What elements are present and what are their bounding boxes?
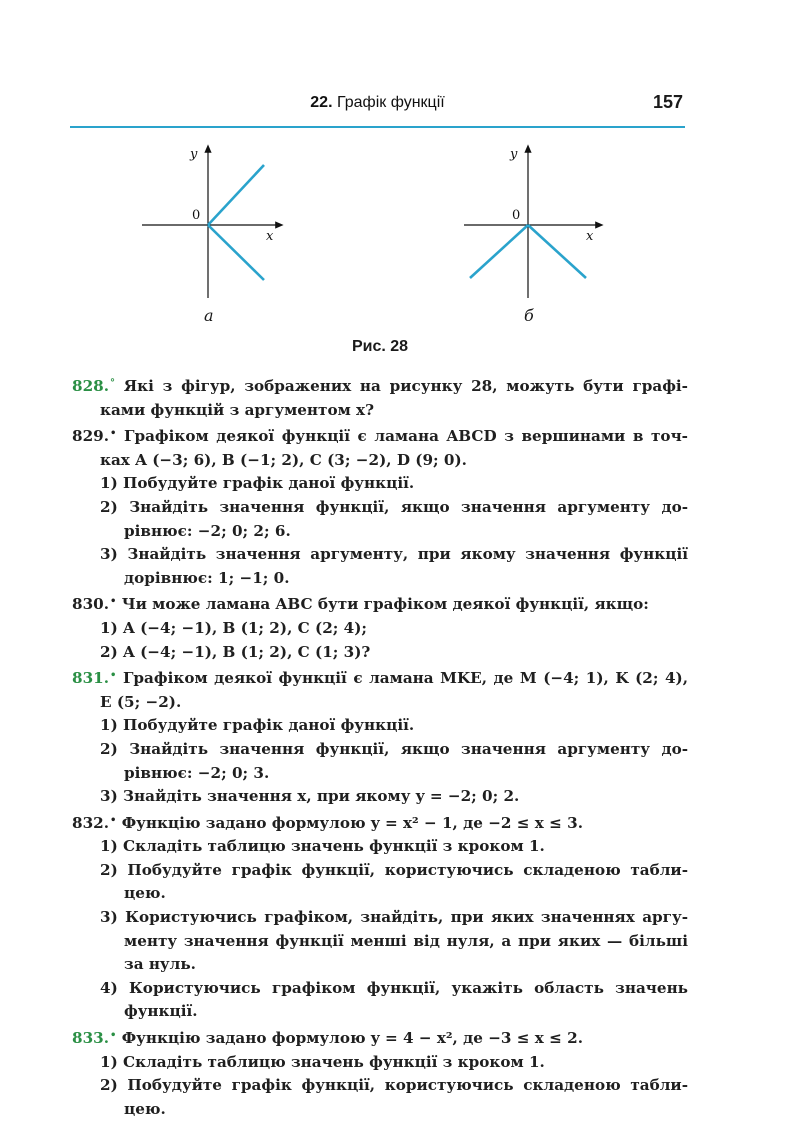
subtask-continuation bbox=[72, 882, 688, 906]
difficulty-marker: • bbox=[110, 670, 117, 682]
subtask-continuation bbox=[72, 930, 688, 954]
problem-statement-line bbox=[72, 372, 688, 399]
problem-text: Графіком деякої функції є ламана MKE, де M (−4; 1), K (2; 4), bbox=[122, 669, 688, 688]
subtask-text: функції. bbox=[124, 1002, 198, 1021]
section-title bbox=[70, 94, 685, 112]
problem bbox=[72, 809, 688, 1024]
problem-number-text: 828. bbox=[72, 377, 109, 395]
problem-text: Які з фігур, зображених на рисунку 28, можуть бути графі- bbox=[123, 377, 688, 395]
subtask-continuation bbox=[72, 520, 688, 544]
subtask-text: 2) Знайдіть значення функції, якщо значення аргументу до- bbox=[100, 497, 688, 516]
section-number: 22. bbox=[310, 94, 333, 111]
subtask-text: 1) Побудуйте графік даної функції. bbox=[100, 716, 415, 735]
graph-a-caption: а bbox=[204, 306, 214, 325]
subtask-item bbox=[72, 1051, 688, 1075]
graph-b-y-label: y bbox=[510, 147, 518, 162]
problem-text: Функцію задано формулою y = x² − 1, де −2 ≤ x ≤ 3. bbox=[121, 813, 584, 832]
problem-number bbox=[72, 377, 115, 395]
difficulty-marker: • bbox=[110, 814, 117, 826]
subtask-continuation bbox=[72, 1000, 688, 1024]
graph-b-svg bbox=[460, 140, 610, 300]
page-number: 157 bbox=[652, 92, 683, 112]
graph-b bbox=[460, 140, 610, 300]
difficulty-marker: • bbox=[110, 1030, 117, 1042]
problem-text: E (5; −2). bbox=[100, 692, 182, 711]
page-header bbox=[70, 90, 685, 128]
problem bbox=[72, 422, 688, 590]
subtask-text: 1) Побудуйте графік даної функції. bbox=[100, 474, 415, 493]
problem-text: ками функцій з аргументом x? bbox=[100, 400, 375, 419]
graph-a-svg bbox=[140, 140, 290, 300]
problem-text: Чи може ламана ABC бути графіком деякої функції, якщо: bbox=[121, 595, 649, 614]
graph-b-left-ray bbox=[470, 225, 528, 278]
subtask-text: 3) Знайдіть значення аргументу, при якому значення функції bbox=[100, 545, 688, 564]
problem bbox=[72, 590, 688, 664]
subtask-continuation bbox=[72, 567, 688, 591]
subtask-text: 2) Побудуйте графік функції, користуючись складеною табли- bbox=[100, 860, 688, 879]
problem bbox=[72, 664, 688, 809]
subtask-item bbox=[72, 496, 688, 520]
graph-a-y-label: y bbox=[190, 147, 198, 162]
graph-b-origin-label: 0 bbox=[512, 208, 521, 223]
graph-a-x-label: x bbox=[266, 229, 274, 244]
graph-a-upper-ray bbox=[208, 165, 264, 225]
problem-number-text: 829. bbox=[72, 427, 109, 446]
problem-statement-line bbox=[72, 422, 688, 449]
problem-number-text: 833. bbox=[72, 1029, 109, 1048]
difficulty-marker: ° bbox=[110, 378, 115, 389]
subtask-item bbox=[72, 738, 688, 762]
subtask-item bbox=[72, 859, 688, 883]
problem-number-text: 832. bbox=[72, 813, 109, 832]
problem bbox=[72, 1024, 688, 1121]
subtask-item bbox=[72, 785, 688, 809]
difficulty-marker: • bbox=[110, 428, 117, 440]
subtask-text: 1) Складіть таблицю значень функції з кроком 1. bbox=[100, 1052, 545, 1071]
subtask-item bbox=[72, 641, 688, 665]
problem-statement-continuation bbox=[72, 449, 688, 473]
problem-statement-line bbox=[72, 1024, 688, 1051]
problem-statement-continuation bbox=[72, 399, 688, 423]
subtask-text: рівнює: −2; 0; 2; 6. bbox=[124, 521, 291, 540]
subtask-text: 3) Знайдіть значення x, при якому y = −2; 0; 2. bbox=[100, 787, 520, 806]
subtask-text: 1) Складіть таблицю значень функції з кроком 1. bbox=[100, 837, 545, 856]
problems-list bbox=[72, 372, 688, 1121]
graph-a-origin-label: 0 bbox=[192, 208, 201, 223]
graph-a bbox=[140, 140, 290, 300]
subtask-item bbox=[72, 714, 688, 738]
subtask-continuation bbox=[72, 762, 688, 786]
subtask-text: цею. bbox=[124, 1099, 166, 1118]
subtask-text: менту значення функції менші від нуля, а при яких — більші bbox=[124, 931, 688, 950]
subtask-continuation bbox=[72, 953, 688, 977]
subtask-text: цею. bbox=[124, 884, 166, 903]
graph-b-caption: б bbox=[524, 306, 534, 325]
subtask-item bbox=[72, 906, 688, 930]
problem-statement-line bbox=[72, 590, 688, 617]
subtask-item bbox=[72, 617, 688, 641]
problem-number bbox=[72, 1029, 116, 1047]
subtask-text: 1) A (−4; −1), B (1; 2), C (2; 4); bbox=[100, 618, 368, 637]
problem-statement-line bbox=[72, 664, 688, 691]
subtask-text: рівнює: −2; 0; 3. bbox=[124, 763, 270, 782]
subtask-text: 2) Знайдіть значення функції, якщо значення аргументу до- bbox=[100, 739, 688, 758]
subtask-item bbox=[72, 977, 688, 1001]
problem-number bbox=[72, 595, 116, 613]
graph-b-right-ray bbox=[528, 225, 586, 278]
subtask-text: 2) A (−4; −1), B (1; 2), C (1; 3)? bbox=[100, 642, 371, 661]
problem-text: Графіком деякої функції є ламана ABCD з вершинами в точ- bbox=[123, 427, 688, 446]
subtask-text: 3) Користуючись графіком, знайдіть, при яких значеннях аргу- bbox=[100, 908, 688, 927]
figure-caption: Рис. 28 bbox=[351, 338, 409, 355]
subtask-item bbox=[72, 472, 688, 496]
problem-text: ках A (−3; 6), B (−1; 2), C (3; −2), D (9; 0). bbox=[100, 450, 467, 469]
graph-a-lower-ray bbox=[208, 225, 264, 280]
subtask-text: 4) Користуючись графіком функції, укажіть область значень bbox=[100, 978, 688, 997]
problem-statement-continuation bbox=[72, 691, 688, 715]
section-title-text: Графік функції bbox=[336, 94, 445, 111]
problem-number bbox=[72, 814, 116, 832]
graph-b-x-label: x bbox=[586, 229, 594, 244]
problem-number-text: 830. bbox=[72, 595, 109, 614]
subtask-continuation bbox=[72, 1098, 688, 1122]
problem bbox=[72, 372, 688, 422]
problem-text: Функцію задано формулою y = 4 − x², де −3 ≤ x ≤ 2. bbox=[121, 1029, 584, 1048]
subtask-item bbox=[72, 1074, 688, 1098]
subtask-item bbox=[72, 835, 688, 859]
subtask-text: 2) Побудуйте графік функції, користуючись складеною табли- bbox=[100, 1076, 688, 1095]
problem-statement-line bbox=[72, 809, 688, 836]
subtask-text: дорівнює: 1; −1; 0. bbox=[124, 568, 290, 587]
subtask-text: за нуль. bbox=[124, 955, 196, 974]
difficulty-marker: • bbox=[110, 596, 117, 608]
subtask-item bbox=[72, 543, 688, 567]
problem-number bbox=[72, 669, 116, 687]
problem-number bbox=[72, 427, 116, 445]
problem-number-text: 831. bbox=[72, 669, 109, 688]
